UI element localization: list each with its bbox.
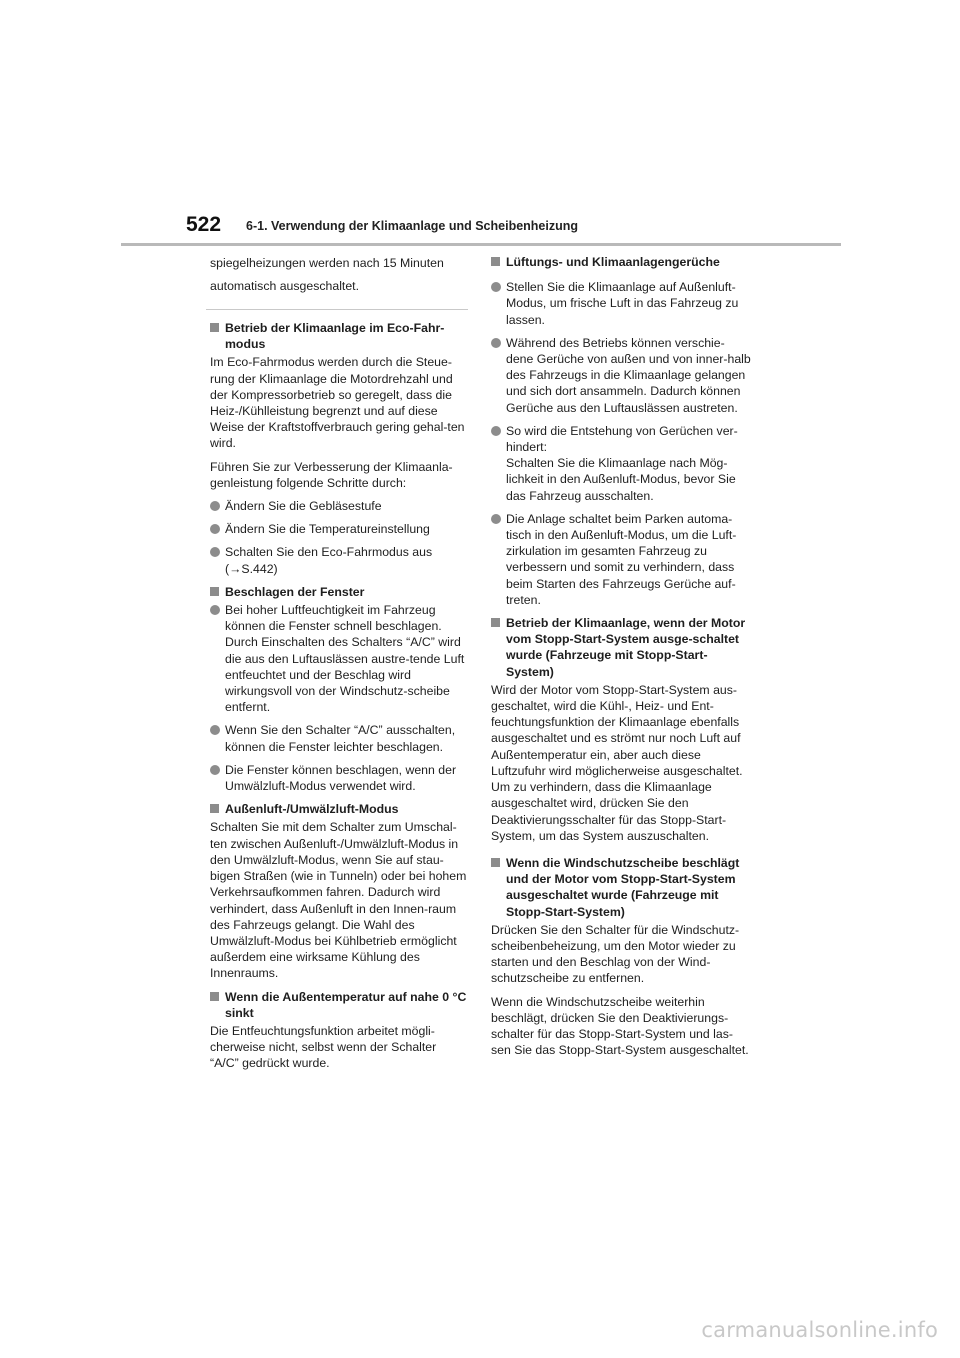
watermark: carmanualsonline.info: [701, 1318, 938, 1342]
fog-bullet-3: Die Fenster können beschlagen, wenn der Umwälzluft-Modus verwendet wird.: [210, 762, 468, 794]
windshield-paragraph-2: Wenn die Windschutzscheibe weiterhin beschlägt, drücken Sie den Deaktivierungs-schalter für das Stopp-Start-System und las-sen Sie das Stopp-Start-System ausgeschaltet.: [491, 994, 749, 1058]
square-bullet-icon: [210, 584, 225, 600]
eco-paragraph-2: Führen Sie zur Verbesserung der Klimaanla-genleistung folgende Schritte durch:: [210, 459, 453, 490]
circle-bullet-icon: [491, 423, 506, 504]
eco-heading-text: Betrieb der Klimaanlage im Eco-Fahr-modus: [225, 321, 445, 352]
fog-bullet-2: Wenn Sie den Schalter “A/C” ausschalten, können die Fenster leichter beschlagen.: [210, 722, 468, 754]
eco-bullet-3: Schalten Sie den Eco-Fahrmodus aus (→S.442): [210, 544, 468, 576]
windshield-paragraph-1: Drücken Sie den Schalter für die Windschutz-scheibenbeheizung, um den Motor wieder zu starten und den Beschlag von der Wind-schutzscheibe zu entfernen.: [491, 922, 740, 986]
intro-line-2: automatisch ausgeschaltet.: [210, 279, 360, 293]
header-divider: [121, 243, 841, 246]
square-bullet-icon: [491, 855, 506, 920]
stopstart-heading-text: Betrieb der Klimaanlage, wenn der Motor vom Stopp-Start-System ausge-schaltet wurde (Fahrzeuge mit Stopp-Start-System): [506, 616, 746, 679]
square-bullet-icon: [491, 615, 506, 680]
odor-bullet-3-line-1: So wird die Entstehung von Gerüchen ver-hindert:: [506, 423, 738, 455]
eco-bullet-2: Ändern Sie die Temperatureinstellung: [210, 521, 468, 537]
odor-bullet-3-line-2: Schalten Sie die Klimaanlage nach Mög-lichkeit in den Außenluft-Modus, bevor Sie das Fahrzeug ausschalten.: [506, 456, 736, 503]
cold-heading-text: Wenn die Außentemperatur auf nahe 0 °C sinkt: [225, 989, 467, 1020]
odor-bullet-2: Während des Betriebs können verschie-dene Gerüche von außen und von inner-halb des Fahrzeugs in die Klimaanlage gelangen und sich dort ansammeln. Dadurch können Gerüche aus den Luftauslässen austreten.: [491, 335, 751, 416]
square-bullet-icon: [491, 254, 506, 270]
circle-bullet-icon: [210, 722, 225, 754]
odor-bullet-3: [491, 423, 751, 504]
stopstart-heading: [491, 615, 751, 680]
odor-bullet-1: Stellen Sie die Klimaanlage auf Außenluft-Modus, um frische Luft in das Fahrzeug zu lassen.: [491, 279, 751, 328]
eco-paragraph-1: Im Eco-Fahrmodus werden durch die Steue-rung der Klimaanlage die Motordrehzahl und der Kompressorbetrieb so geregelt, dass die Heiz-/Kühlleistung begrenzt und auf diese Weise der Kraftstoffverbrauch gering gehal-ten wird.: [210, 355, 465, 451]
circle-bullet-icon: [210, 544, 225, 576]
circle-bullet-icon: [210, 521, 225, 537]
cold-paragraph: Die Entfeuchtungsfunktion arbeitet mögli-cherweise nicht, selbst wenn der Schalter “A/C” gedrückt wurde.: [210, 1023, 437, 1071]
section-title: 6-1. Verwendung der Klimaanlage und Scheibenheizung: [246, 219, 579, 233]
circle-bullet-icon: [491, 279, 506, 328]
circle-bullet-icon: [491, 335, 506, 416]
odor-bullet-4: Die Anlage schaltet beim Parken automa-tisch in den Außenluft-Modus, um die Luft-zirkulation im gesamten Fahrzeug zu verbessern und somit zu verhindern, dass beim Starten des Fahrzeugs Gerüche auf-treten.: [491, 511, 751, 608]
air-paragraph: Schalten Sie mit dem Schalter zum Umschal-ten zwischen Außenluft-/Umwälzluft-Modus in den Umwälzluft-Modus, wenn Sie auf stau-bigen Straßen (wie in Tunneln) oder bei hohem Verkehrsaufkommen fahren. Dadurch wird verhindert, dass Außenluft in den Innen-raum des Fahrzeugs gelangt. Die Wahl des Umwälzluft-Modus bei Kühlbetrieb ermöglicht außerdem eine wirksame Kühlung des Innenraums.: [210, 820, 467, 981]
intro-line-1: spiegelheizungen werden nach 15 Minuten: [210, 256, 444, 270]
fog-heading-text: Beschlagen der Fenster: [225, 584, 365, 599]
windshield-heading: [491, 855, 751, 920]
square-bullet-icon: [210, 989, 225, 1021]
windshield-heading-text: Wenn die Windschutzscheibe beschlägt und der Motor vom Stopp-Start-System ausgeschaltet wurde (Fahrzeuge mit Stopp-Start-System): [506, 855, 740, 919]
square-bullet-icon: [210, 801, 225, 817]
air-heading: [210, 801, 468, 817]
air-heading-text: Außenluft-/Umwälzluft-Modus: [225, 802, 399, 817]
odor-heading-text: Lüftungs- und Klimaanlagengerüche: [506, 255, 720, 269]
eco-bullet-1: Ändern Sie die Gebläsestufe: [210, 498, 468, 514]
right-column: [491, 254, 751, 1065]
circle-bullet-icon: [210, 602, 225, 715]
page-number: 522: [186, 213, 222, 236]
fog-bullet-1: Bei hoher Luftfeuchtigkeit im Fahrzeug können die Fenster schnell beschlagen. Durch Einschalten des Schalters “A/C” wird die aus den Luftauslässen austre-tende Luft entfeuchtet und der Beschlag wird wirkungsvoll von der Windschutz-scheibe entfernt.: [210, 602, 468, 715]
square-bullet-icon: [210, 320, 225, 352]
page-header: [0, 0, 960, 250]
stopstart-paragraph: Wird der Motor vom Stopp-Start-System aus-geschaltet, wird die Kühl-, Heiz- und Ent-feuchtungsfunktion der Klimaanlage ebenfalls ausgeschaltet und es strömt nur noch Luft auf Außentemperatur ein, aber auch diese Luftzufuhr wird möglicherweise ausgeschaltet. Um zu verhindern, dass die Klimaanlage ausgeschaltet wird, drücken Sie den Deaktivierungsschalter für das Stopp-Start-System, um das System auszuschalten.: [491, 682, 743, 843]
circle-bullet-icon: [210, 762, 225, 794]
odor-heading: [491, 254, 751, 270]
intro-text: [210, 254, 468, 296]
cold-heading: [210, 989, 468, 1021]
circle-bullet-icon: [491, 511, 506, 608]
eco-heading: [210, 320, 468, 352]
fog-heading: [210, 584, 468, 600]
left-column: [210, 254, 468, 1079]
circle-bullet-icon: [210, 498, 225, 514]
section-divider: [206, 309, 468, 310]
